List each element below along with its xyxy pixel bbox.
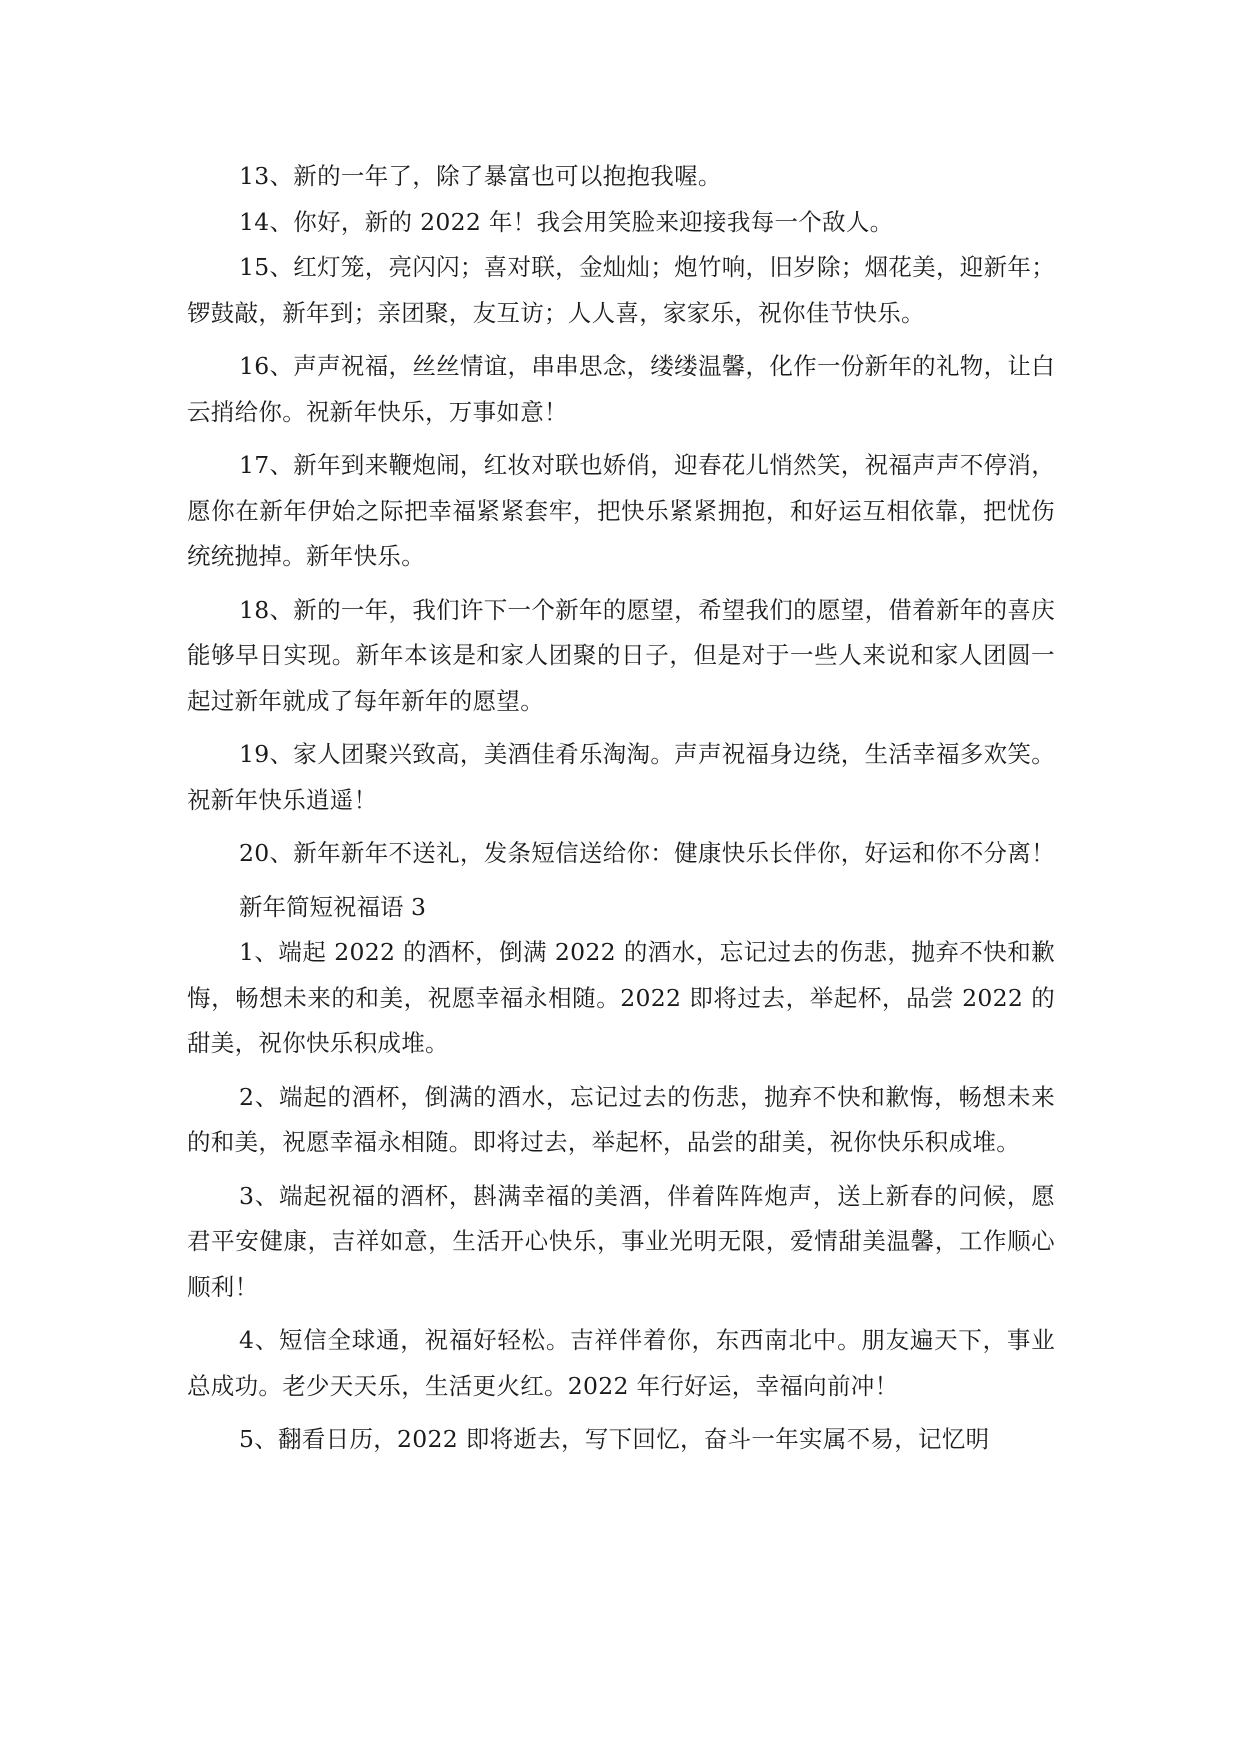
paragraph-17: 17、新年到来鞭炮闹，红妆对联也娇俏，迎春花儿悄然笑，祝福声声不停消，愿你在新年伊始之际把幸福紧紧套牢，把快乐紧紧拥抱，和好运互相依靠，把忧伤统统抛掉。新年快乐。 (187, 451, 1055, 570)
paragraph-13: 13、新的一年了，除了暴富也可以抱抱我喔。 (239, 162, 722, 190)
paragraph-19: 19、家人团聚兴致高，美酒佳肴乐淘淘。声声祝福身边绕，生活幸福多欢笑。祝新年快乐逍遥！ (187, 740, 1055, 814)
section-heading: 新年简短祝福语 3 (239, 892, 426, 921)
section-paragraph-5: 5、翻看日历，2022 即将逝去，写下回忆，奋斗一年实属不易，记忆明 (239, 1425, 990, 1453)
section-paragraph-1: 1、端起 2022 的酒杯，倒满 2022 的酒水，忘记过去的伤悲，抛弃不快和歉悔，畅想未来的和美，祝愿幸福永相随。2022 即将过去，举起杯，品尝 2022 的甜美，祝你快乐积成堆。 (187, 938, 1055, 1057)
paragraph-15: 15、红灯笼，亮闪闪；喜对联，金灿灿；炮竹响，旧岁除；烟花美，迎新年；锣鼓敲，新年到；亲团聚，友互访；人人喜，家家乐，祝你佳节快乐。 (187, 253, 1055, 327)
paragraph-16: 16、声声祝福，丝丝情谊，串串思念，缕缕温馨，化作一份新年的礼物，让白云捎给你。祝新年快乐，万事如意！ (187, 352, 1055, 426)
section-paragraph-3: 3、端起祝福的酒杯，斟满幸福的美酒，伴着阵阵炮声，送上新春的问候，愿君平安健康，吉祥如意，生活开心快乐，事业光明无限，爱情甜美温馨，工作顺心顺利！ (187, 1181, 1055, 1301)
paragraph-20: 20、新年新年不送礼，发条短信送给你：健康快乐长伴你，好运和你不分离！ (239, 839, 1055, 867)
paragraph-18: 18、新的一年，我们许下一个新年的愿望，希望我们的愿望，借着新年的喜庆能够早日实现。新年本该是和家人团聚的日子，但是对于一些人来说和家人团圆一起过新年就成了每年新年的愿望。 (187, 595, 1055, 715)
document-body (187, 154, 1055, 1463)
paragraph-14: 14、你好，新的 2022 年！我会用笑脸来迎接我每一个敌人。 (239, 207, 894, 236)
section-paragraph-2: 2、端起的酒杯，倒满的酒水，忘记过去的伤悲，抛弃不快和歉悔，畅想未来的和美，祝愿幸福永相随。即将过去，举起杯，品尝的甜美，祝你快乐积成堆。 (187, 1082, 1055, 1156)
section-paragraph-4: 4、短信全球通，祝福好轻松。吉祥伴着你，东西南北中。朋友遍天下，事业总成功。老少天天乐，生活更火红。2022 年行好运，幸福向前冲！ (187, 1326, 1055, 1400)
